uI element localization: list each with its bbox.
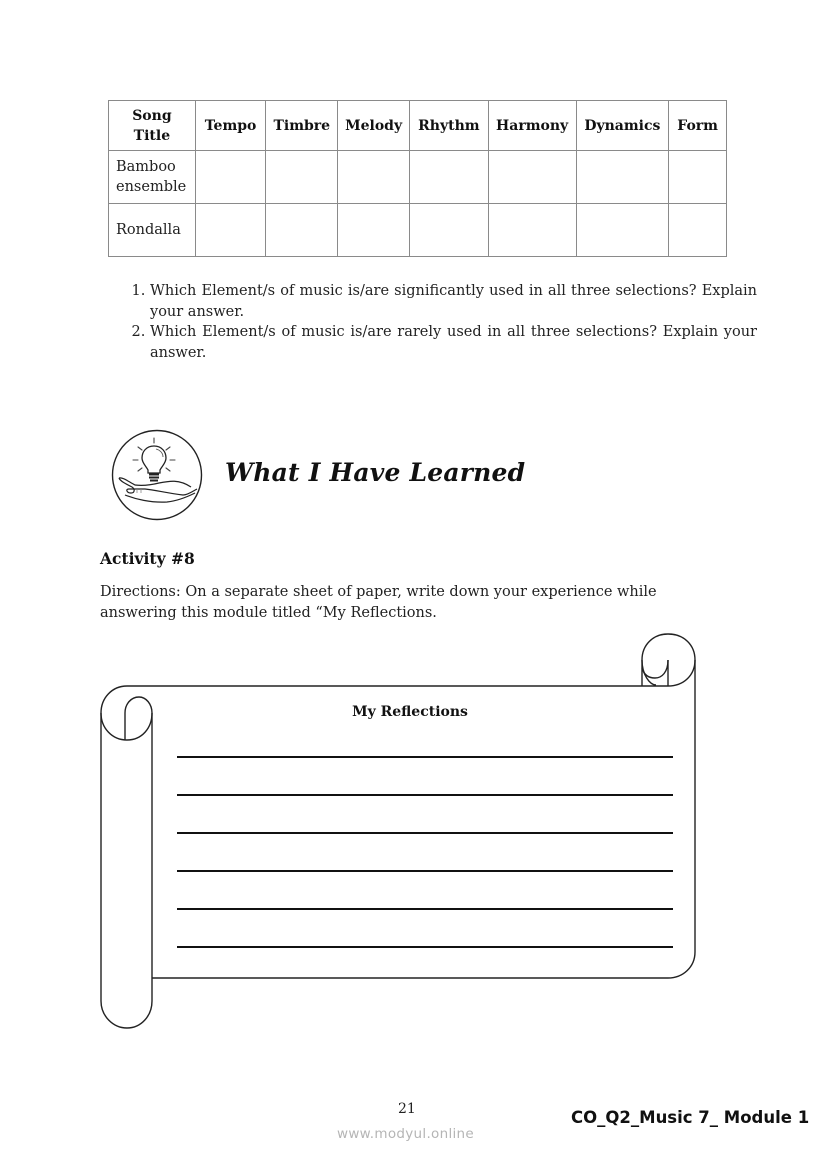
reflection-line[interactable] [177, 870, 673, 872]
question-item: 1. Which Element/s of music is/are significantly used in all three selections? Explain your answer. [150, 281, 757, 322]
reflection-line[interactable] [177, 832, 673, 834]
header-song-title-line2: Title [133, 127, 171, 144]
reflection-line[interactable] [177, 794, 673, 796]
module-code: CO_Q2_Music 7_ Module 1 [571, 1108, 810, 1127]
header-timbre: Timbre [266, 101, 338, 151]
reflection-line[interactable] [177, 946, 673, 948]
song-title-line1: Rondalla [116, 222, 181, 238]
header-harmony: Harmony [488, 101, 576, 151]
header-melody: Melody [338, 101, 410, 151]
section-title: What I Have Learned [225, 458, 526, 487]
header-song-title-line1: Song [132, 107, 172, 124]
reflection-line[interactable] [177, 756, 673, 758]
header-form: Form [669, 101, 727, 151]
header-dynamics: Dynamics [576, 101, 669, 151]
activity-directions: Directions: On a separate sheet of paper, write down your experience while answering this module titled “My Reflections. [100, 584, 657, 621]
watermark: www.modyul.online [337, 1126, 475, 1142]
page-number: 21 [398, 1101, 416, 1117]
song-title-line1: Bamboo [116, 159, 176, 175]
activity-label: Activity #8 [100, 549, 195, 568]
song-title-line2: ensemble [116, 179, 187, 195]
reflection-line[interactable] [177, 908, 673, 910]
header-rhythm: Rhythm [410, 101, 489, 151]
question-item: 2. Which Element/s of music is/are rarely used in all three selections? Explain your answer. [150, 322, 757, 363]
header-tempo: Tempo [195, 101, 266, 151]
scroll-title: My Reflections [352, 704, 468, 720]
